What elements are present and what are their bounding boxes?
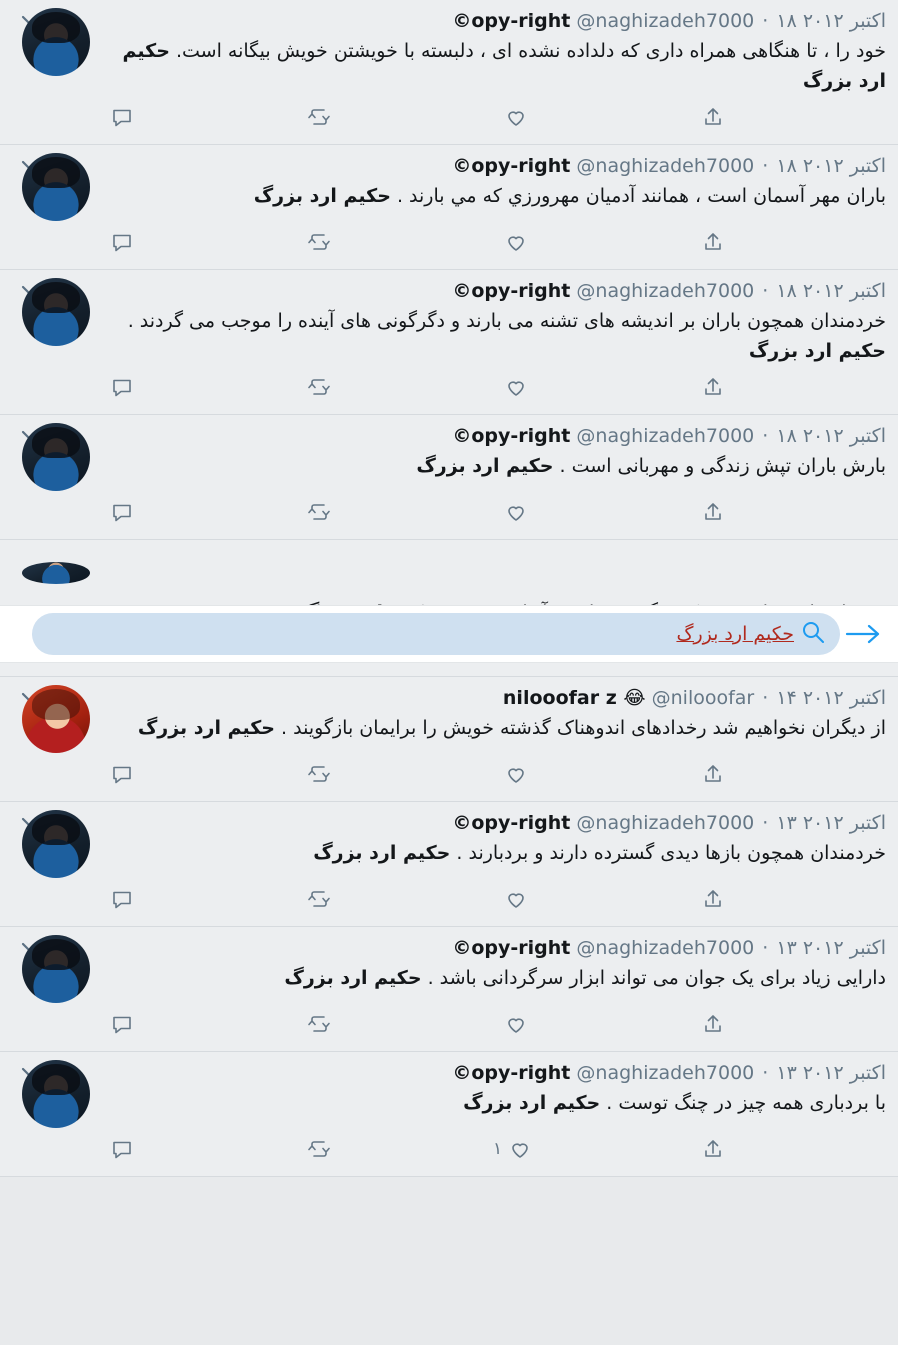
avatar-art [32, 427, 81, 458]
separator-dot: · [762, 10, 769, 32]
avatar[interactable] [22, 8, 90, 76]
user-handle[interactable]: @naghizadeh7000 [576, 425, 755, 447]
user-handle[interactable]: @naghizadeh7000 [576, 1062, 755, 1084]
retweet-button[interactable] [217, 1007, 414, 1041]
timestamp[interactable]: ۱۸ اکتبر ۲۰۱۲ [776, 10, 886, 32]
avatar-art [32, 939, 81, 970]
timestamp[interactable]: ۱۸ اکتبر ۲۰۱۲ [776, 155, 886, 177]
display-name[interactable]: ©opy-right [452, 425, 571, 447]
tweet-text-highlight: حکیم ارد بزرگ [463, 1092, 601, 1114]
tweet-text [90, 838, 886, 868]
search-submit-button[interactable] [840, 621, 884, 647]
avatar[interactable] [22, 935, 90, 1003]
like-count: ۱ [492, 1139, 503, 1159]
separator-dot: · [762, 1062, 769, 1084]
tweet-actions [20, 878, 808, 922]
like-button[interactable] [414, 370, 611, 404]
like-button[interactable] [414, 100, 611, 134]
retweet-button[interactable] [217, 225, 414, 259]
share-button[interactable] [611, 882, 808, 916]
avatar[interactable] [22, 278, 90, 346]
tweet-text [90, 963, 886, 993]
tweet-body [90, 1060, 886, 1118]
search-input-value[interactable]: حکیم ارد بزرگ [676, 623, 794, 645]
tweet-body [90, 423, 886, 481]
display-name[interactable]: nilooofar z 😂 [502, 687, 646, 709]
share-button[interactable] [611, 495, 808, 529]
tweet-text-plain: از دیگران نخواهیم شد رخدادهای اندوهناک گذشته خویش را برایمان بازگویند . [275, 717, 886, 739]
tweet-header [90, 153, 886, 179]
like-button[interactable] [414, 1007, 611, 1041]
tweet-text [90, 713, 886, 743]
reply-button[interactable] [20, 495, 217, 529]
retweet-button[interactable] [217, 882, 414, 916]
tweet-card[interactable] [0, 927, 898, 1052]
tweet-actions [20, 366, 808, 410]
avatar-art [32, 1064, 81, 1095]
timestamp[interactable]: ۱۳ اکتبر ۲۰۱۲ [776, 812, 886, 834]
tweet-card[interactable] [0, 1052, 898, 1177]
tweet-text [90, 306, 886, 366]
share-button[interactable] [611, 757, 808, 791]
retweet-button[interactable] [217, 370, 414, 404]
user-handle[interactable]: @naghizadeh7000 [576, 280, 755, 302]
user-handle[interactable]: @naghizadeh7000 [576, 155, 755, 177]
avatar-art [32, 282, 81, 313]
tweet-card[interactable] [0, 0, 898, 145]
display-name[interactable]: ©opy-right [452, 937, 571, 959]
like-button[interactable] [414, 225, 611, 259]
tweet-text-plain: باران مهر آسمان است ، همانند آدمیان مهرورزي که مي بارند . [390, 185, 886, 207]
separator-dot: · [762, 937, 769, 959]
share-button[interactable] [611, 1132, 808, 1166]
tweet-header [90, 810, 886, 836]
tweet-actions [20, 221, 808, 265]
avatar[interactable] [22, 423, 90, 491]
tweet-header [90, 423, 886, 449]
reply-button[interactable] [20, 882, 217, 916]
tweet-text-highlight: حکیم ارد بزرگ [122, 40, 886, 92]
tweet-text-plain: خود را ، تا هنگاهی همراه داری که دلداده نشده ای ، دلبسته با خویشتن خویش بیگانه است. [169, 40, 886, 62]
avatar-art [32, 12, 81, 43]
user-handle[interactable]: @naghizadeh7000 [576, 812, 755, 834]
avatar-art [32, 814, 81, 845]
like-button[interactable] [414, 757, 611, 791]
tweet-header [90, 278, 886, 304]
reply-button[interactable] [20, 1132, 217, 1166]
like-button[interactable] [414, 882, 611, 916]
tweet-text-highlight: حکیم ارد بزرگ [253, 185, 391, 207]
search-bar[interactable] [0, 605, 898, 663]
tweet-card[interactable] [0, 802, 898, 927]
tweet-card[interactable] [0, 145, 898, 270]
display-name[interactable]: ©opy-right [452, 1062, 571, 1084]
separator-dot: · [762, 425, 769, 447]
user-handle[interactable]: @naghizadeh7000 [576, 10, 755, 32]
tweet-text-highlight: حکیم ارد بزرگ [416, 455, 554, 477]
tweet-text-highlight: حکیم ارد بزرگ [137, 717, 275, 739]
tweet-text-plain: بارش باران تپش زندگی و مهربانی است . [553, 455, 886, 477]
reply-button[interactable] [20, 757, 217, 791]
tweet-text-highlight: حکیم ارد بزرگ [748, 340, 886, 362]
tweet-text [90, 36, 886, 96]
timestamp[interactable]: ۱۳ اکتبر ۲۰۱۲ [776, 937, 886, 959]
separator-dot: · [762, 687, 769, 709]
avatar-art [32, 689, 81, 720]
share-button[interactable] [611, 225, 808, 259]
retweet-button[interactable] [217, 100, 414, 134]
tweet-text-highlight: حکیم ارد بزرگ [284, 967, 422, 989]
reply-button[interactable] [20, 100, 217, 134]
reply-button[interactable] [20, 370, 217, 404]
tweet-body [90, 935, 886, 993]
timestamp[interactable]: ۱۴ اکتبر ۲۰۱۲ [776, 687, 886, 709]
share-button[interactable] [611, 100, 808, 134]
tweet-text-highlight: حکیم ارد بزرگ [313, 842, 451, 864]
tweet-body [90, 153, 886, 211]
tweet-header [90, 8, 886, 34]
tweet-text [90, 181, 886, 211]
tweet-text [90, 1088, 886, 1118]
tweet-actions [20, 96, 808, 140]
reply-button[interactable] [20, 225, 217, 259]
tweet-actions [20, 1003, 808, 1047]
separator-dot: · [762, 155, 769, 177]
timestamp[interactable]: ۱۸ اکتبر ۲۰۱۲ [776, 425, 886, 447]
share-button[interactable] [611, 1007, 808, 1041]
tweet-actions [20, 1128, 808, 1172]
timestamp[interactable]: ۱۸ اکتبر ۲۰۱۲ [776, 280, 886, 302]
tweet-body [90, 8, 886, 96]
tweet-body [90, 278, 886, 366]
reply-button[interactable] [20, 1007, 217, 1041]
tweet-card[interactable] [0, 415, 898, 540]
timestamp[interactable]: ۱۳ اکتبر ۲۰۱۲ [776, 1062, 886, 1084]
tweet-card[interactable] [0, 677, 898, 802]
display-name[interactable]: ©opy-right [452, 10, 571, 32]
tweet-text-plain: دارایی زیاد برای یک جوان می تواند ابزار سرگردانی باشد . [421, 967, 886, 989]
retweet-button[interactable] [217, 495, 414, 529]
tweet-card[interactable] [0, 270, 898, 415]
avatar[interactable] [22, 562, 90, 584]
retweet-button[interactable] [217, 757, 414, 791]
tweet-header [90, 935, 886, 961]
tweet-text-plain: خردمندان همچون بازها دیدی گسترده دارند و بردبارند . [450, 842, 886, 864]
tweet-actions [20, 491, 808, 535]
user-handle[interactable]: @nilooofar [651, 687, 755, 709]
retweet-button[interactable] [217, 1132, 414, 1166]
tweet-body [90, 685, 886, 743]
display-name[interactable]: ©opy-right [452, 155, 571, 177]
separator-dot: · [762, 280, 769, 302]
search-icon[interactable] [800, 619, 826, 649]
tweet-actions [20, 753, 808, 797]
display-name[interactable]: ©opy-right [452, 812, 571, 834]
tweet-body [90, 810, 886, 868]
tweet-header [90, 685, 886, 711]
avatar[interactable] [22, 810, 90, 878]
search-input[interactable] [32, 613, 840, 655]
like-button[interactable] [414, 495, 611, 529]
like-button[interactable] [414, 1132, 611, 1166]
user-handle[interactable]: @naghizadeh7000 [576, 937, 755, 959]
separator-dot: · [762, 812, 769, 834]
tweet-header [90, 1060, 886, 1086]
avatar[interactable] [22, 1060, 90, 1128]
avatar[interactable] [22, 153, 90, 221]
avatar-art [32, 157, 81, 188]
avatar[interactable] [22, 685, 90, 753]
share-button[interactable] [611, 370, 808, 404]
tweet-text-plain: خردمندان همچون باران بر اندیشه های تشنه می بارند و دگرگونی های آینده را موجب می گردند . [127, 310, 886, 332]
display-name[interactable]: ©opy-right [452, 280, 571, 302]
tweet-text-plain: با بردباری همه چیز در چنگ توست . [600, 1092, 886, 1114]
tweet-text [90, 451, 886, 481]
